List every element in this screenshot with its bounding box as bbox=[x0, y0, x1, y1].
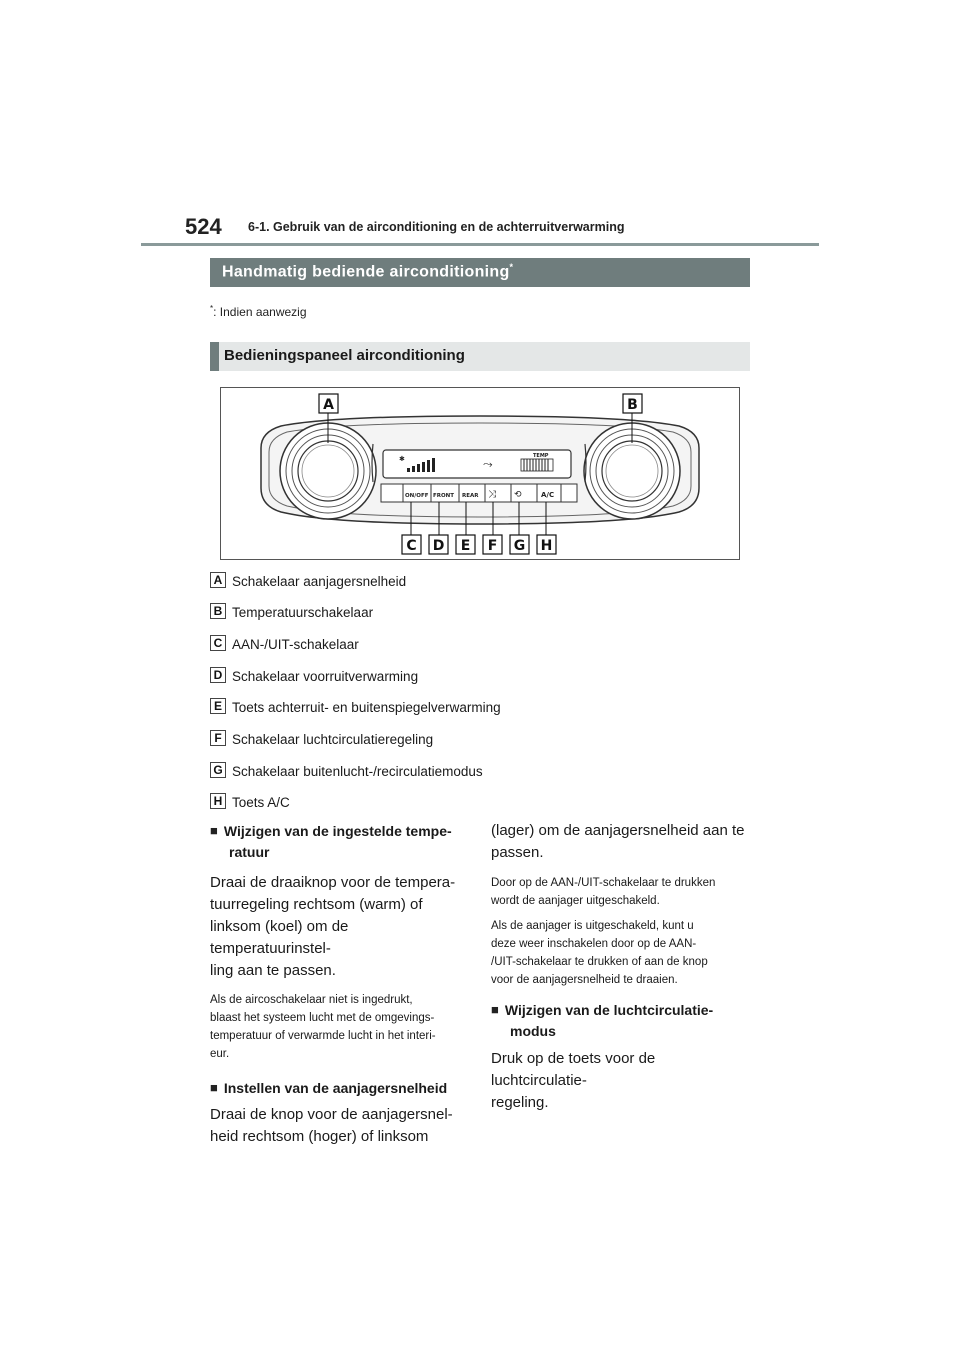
header-divider bbox=[141, 243, 819, 246]
legend-text: Schakelaar buitenlucht-/recirculatiemodus bbox=[232, 764, 483, 779]
paragraph-line: Druk op de toets voor de luchtcirculatie- bbox=[491, 1050, 656, 1089]
note-line: voor de aanjagersnelheid te draaien. bbox=[491, 974, 678, 986]
temp-display-label: TEMP bbox=[533, 453, 549, 459]
callout-c bbox=[402, 535, 421, 554]
legend-text: Schakelaar voorruitverwarming bbox=[232, 669, 419, 684]
ac-button-label: A/C bbox=[541, 491, 555, 499]
svg-text:D: D bbox=[432, 538, 445, 554]
heading-circulation: ■ Wijzigen van de luchtcirculatie- bbox=[491, 1002, 714, 1018]
legend-letter-box: F bbox=[210, 730, 226, 746]
svg-text:C: C bbox=[406, 538, 417, 554]
paragraph-line: Draai de knop voor de aanjagersnel- bbox=[210, 1106, 453, 1123]
control-panel-illustration bbox=[221, 388, 739, 559]
section-title-text: Handmatig bediende airconditioning bbox=[222, 263, 510, 281]
legend-text: AAN-/UIT-schakelaar bbox=[232, 637, 359, 652]
note-line: Als de aanjager is uitgeschakeld, kunt u bbox=[491, 920, 694, 932]
heading-temperature: ■ Wijzigen van de ingestelde tempe- bbox=[210, 823, 452, 839]
svg-text:H: H bbox=[540, 538, 553, 554]
legend-text: Temperatuurschakelaar bbox=[232, 605, 374, 620]
footnote-mark: * bbox=[210, 304, 214, 313]
callout-d bbox=[429, 535, 448, 554]
legend-letter-box: C bbox=[210, 635, 226, 651]
legend-text: Schakelaar luchtcirculatieregeling bbox=[232, 732, 434, 747]
callout-f bbox=[483, 535, 502, 554]
air-circulation-icon: ⤨ bbox=[488, 489, 496, 500]
chapter-title: 6-1. Gebruik van de airconditioning en de achterruitverwarming bbox=[248, 220, 625, 234]
legend-letter-box: B bbox=[210, 603, 226, 619]
legend-letter-box: A bbox=[210, 572, 226, 588]
callout-b bbox=[623, 394, 642, 413]
legend-letter-box: G bbox=[210, 762, 226, 778]
note-line: temperatuur of verwarmde lucht in het interi- bbox=[210, 1030, 436, 1042]
onoff-button-label: ON/OFF bbox=[405, 493, 429, 499]
note-line: wordt de aanjager uitgeschakeld. bbox=[491, 895, 660, 907]
recirculation-icon: ⟲ bbox=[514, 490, 522, 500]
subsection-title: Bedieningspaneel airconditioning bbox=[224, 347, 465, 364]
heading-circulation-cont: modus bbox=[510, 1023, 556, 1039]
control-panel-figure bbox=[220, 387, 740, 560]
left-column bbox=[210, 820, 472, 1148]
button-row bbox=[381, 484, 577, 502]
paragraph-line: (lager) om de aanjagersnelheid aan te bbox=[491, 822, 745, 839]
legend-letter-box: E bbox=[210, 698, 226, 714]
section-title-mark: * bbox=[509, 262, 514, 272]
callout-a bbox=[319, 394, 338, 413]
note-line: Als de aircoschakelaar niet is ingedrukt, bbox=[210, 994, 413, 1006]
note-line: blaast het systeem lucht met de omgevings- bbox=[210, 1012, 435, 1024]
subsection-accent bbox=[210, 342, 219, 371]
paragraph-line: regeling. bbox=[491, 1094, 549, 1111]
heading-fan-speed: ■ Instellen van de aanjagersnelheid bbox=[210, 1080, 448, 1096]
note-line: deze weer inschakelen door op de AAN- bbox=[491, 938, 697, 950]
paragraph-line: passen. bbox=[491, 844, 544, 861]
paragraph-line: Draai de draaiknop voor de tempera- bbox=[210, 874, 456, 891]
paragraph-line: ling aan te passen. bbox=[210, 962, 336, 979]
right-column bbox=[491, 820, 750, 1114]
svg-text:G: G bbox=[513, 538, 526, 554]
bullet-square-icon: ■ bbox=[491, 1002, 499, 1017]
page-number: 524 bbox=[185, 214, 222, 239]
paragraph-line: tuurregeling rechtsom (warm) of bbox=[210, 896, 423, 913]
front-button-label: FRONT bbox=[433, 493, 455, 499]
svg-text:A: A bbox=[323, 397, 334, 413]
footnote bbox=[210, 304, 307, 319]
legend-letter-box: D bbox=[210, 667, 226, 683]
legend-text: Schakelaar aanjagersnelheid bbox=[232, 574, 407, 589]
callout-h bbox=[537, 535, 556, 554]
section-title bbox=[222, 262, 513, 281]
bullet-square-icon: ■ bbox=[210, 1080, 218, 1095]
svg-text:B: B bbox=[627, 397, 638, 413]
note-line: /UIT-schakelaar te drukken of aan de knop bbox=[491, 956, 708, 968]
airflow-person-icon: ⤳ bbox=[483, 457, 493, 471]
fan-icon: ✱ bbox=[399, 455, 405, 463]
heading-temperature-cont: ratuur bbox=[229, 844, 270, 860]
legend-letter-box: H bbox=[210, 793, 226, 809]
bullet-square-icon: ■ bbox=[210, 823, 218, 838]
legend-text: Toets A/C bbox=[232, 795, 290, 810]
note-line: Door op de AAN-/UIT-schakelaar te drukken bbox=[491, 877, 716, 889]
svg-text:E: E bbox=[460, 538, 471, 554]
callout-e bbox=[456, 535, 475, 554]
rear-button-label: REAR bbox=[462, 493, 479, 499]
svg-text:F: F bbox=[487, 538, 498, 554]
paragraph-line: linksom (koel) om de temperatuurinstel- bbox=[210, 918, 349, 957]
callout-g bbox=[510, 535, 529, 554]
note-line: eur. bbox=[210, 1048, 230, 1060]
paragraph-line: heid rechtsom (hoger) of linksom bbox=[210, 1128, 429, 1145]
footnote-text: : Indien aanwezig bbox=[213, 305, 307, 319]
legend-text: Toets achterruit- en buitenspiegelverwarming bbox=[232, 700, 501, 715]
